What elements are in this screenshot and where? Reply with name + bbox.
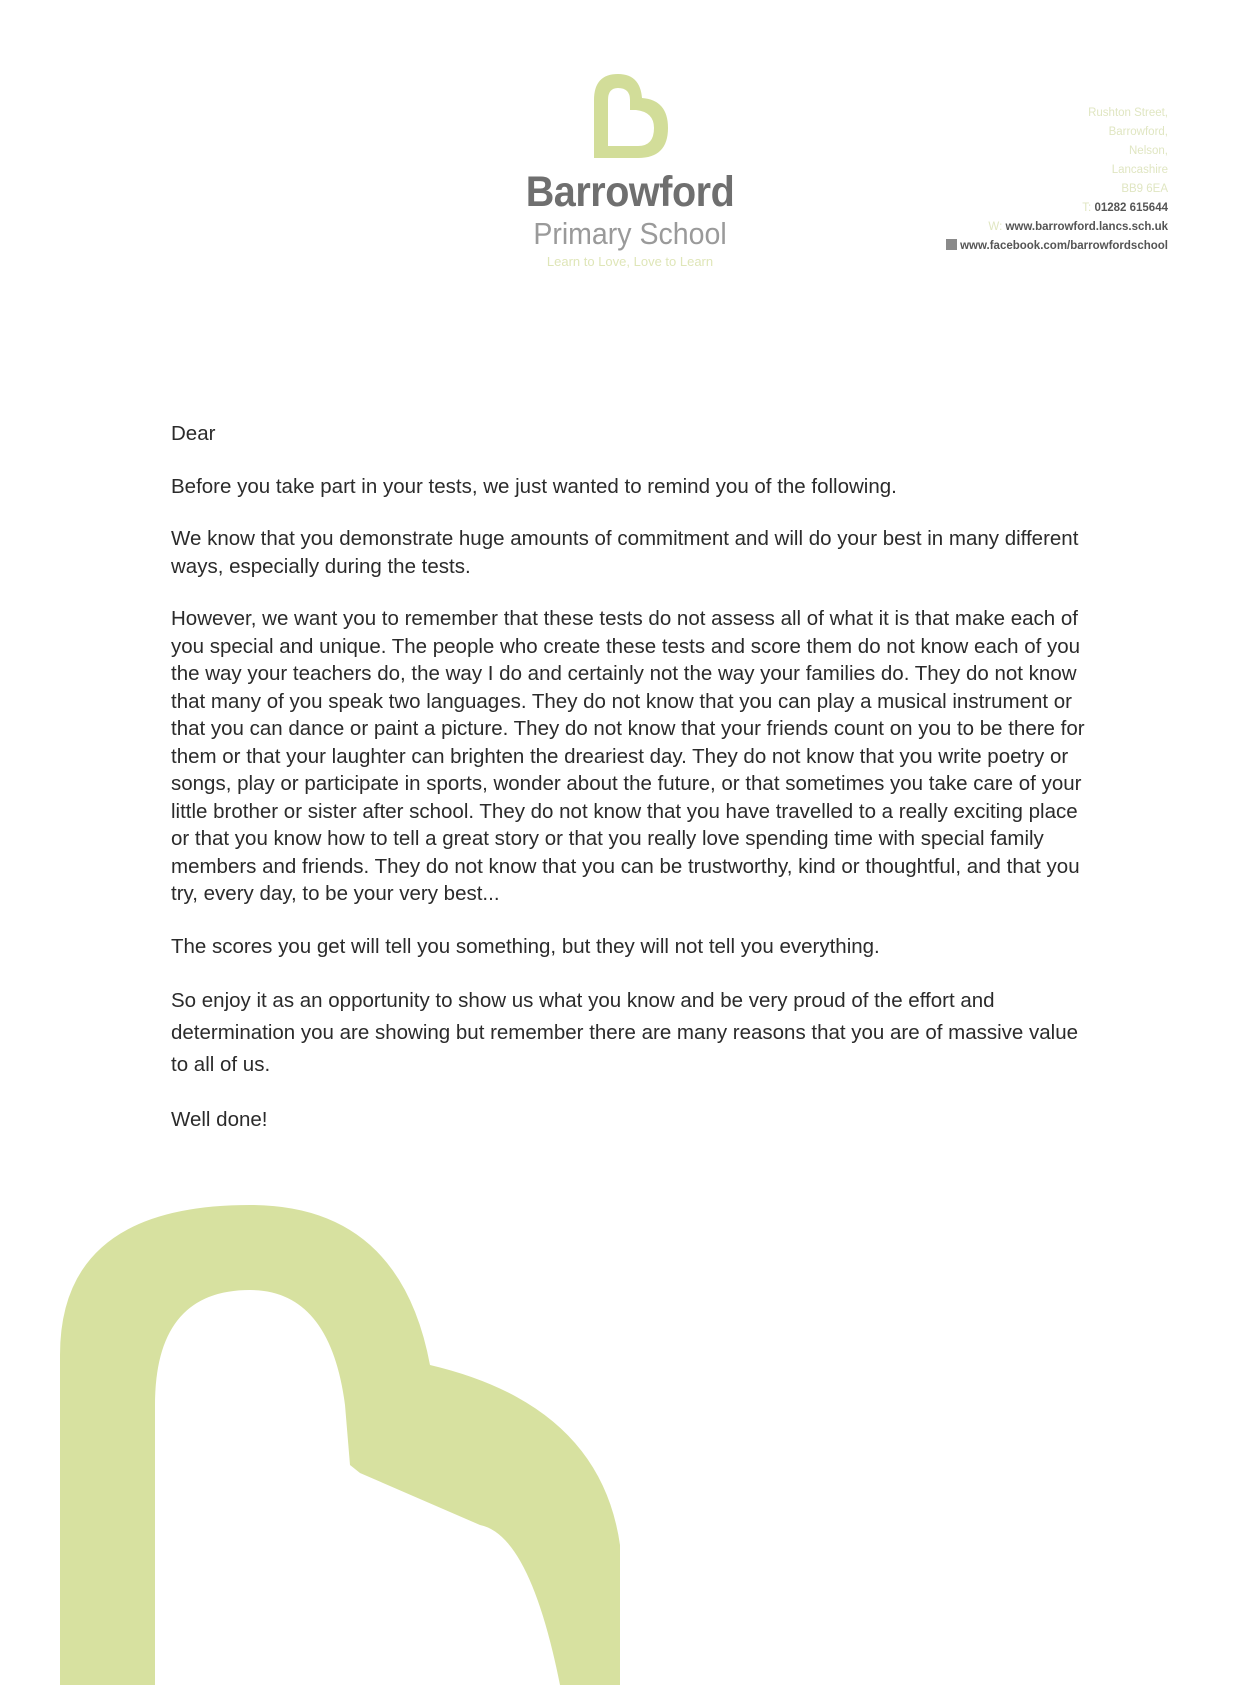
paragraph: So enjoy it as an opportunity to show us what you know and be very proud of the effort and determination you are showing but remember there are many reasons that you are of massive value to all of us. — [171, 989, 1079, 1076]
address-line: Nelson, — [1129, 145, 1168, 157]
facebook-line — [946, 237, 1168, 256]
paragraph: Before you take part in your tests, we just wanted to remind you of the following. — [171, 474, 897, 498]
address-postcode: BB9 6EA — [1121, 183, 1168, 195]
phone-number: 01282 615644 — [1094, 202, 1168, 214]
heart-b-watermark-icon — [60, 1205, 620, 1685]
phone-label: T: — [1082, 202, 1092, 214]
school-tagline: Learn to Love, Love to Learn — [546, 254, 714, 269]
letter-body — [171, 420, 1091, 1159]
school-type: Primary School — [533, 216, 727, 251]
paragraph: We know that you demonstrate huge amounts of commitment and will do your best in many different ways, especially during the tests. — [171, 527, 1079, 578]
facebook-icon — [946, 239, 957, 250]
website-line — [946, 218, 1168, 237]
website-link[interactable]: www.barrowford.lancs.sch.uk — [1005, 221, 1168, 233]
salutation: Dear — [171, 422, 216, 445]
paragraph: However, we want you to remember that these tests do not assess all of what it is that make each of you special and unique. The people who create these tests and score them do not know each of you the way your teachers do, the way I do and certainly not the way your families do. They do not know that many of you speak two languages. They do not know that you can play a musical instrument or that you can dance or paint a picture. They do not know that your friends count on you to be there for them or that your laughter can brighten the dreariest day. They do not know that you write poetry or songs, play or participate in sports, wonder about the future, or that sometimes you take care of your little brother or sister after school. They do not know that you have travelled to a really exciting place or that you know how to tell a great story or that you really love spending time with special family members and friends. They do not know that you can be trustworthy, kind or thoughtful, and that you try, every day, to be your very best... — [171, 607, 1085, 905]
paragraph: The scores you get will tell you something, but they will not tell you everything. — [171, 934, 880, 958]
website-label: W: — [988, 221, 1003, 233]
address-line: Barrowford, — [1108, 126, 1168, 138]
closing: Well done! — [171, 1108, 268, 1131]
heart-b-logo-icon — [588, 70, 672, 162]
address-line: Lancashire — [1111, 164, 1168, 176]
facebook-link[interactable]: www.facebook.com/barrowfordschool — [960, 240, 1168, 252]
phone-line — [946, 199, 1168, 218]
address-line: Rushton Street, — [1088, 107, 1168, 119]
school-name: Barrowford — [525, 168, 735, 216]
school-address — [946, 104, 1168, 256]
